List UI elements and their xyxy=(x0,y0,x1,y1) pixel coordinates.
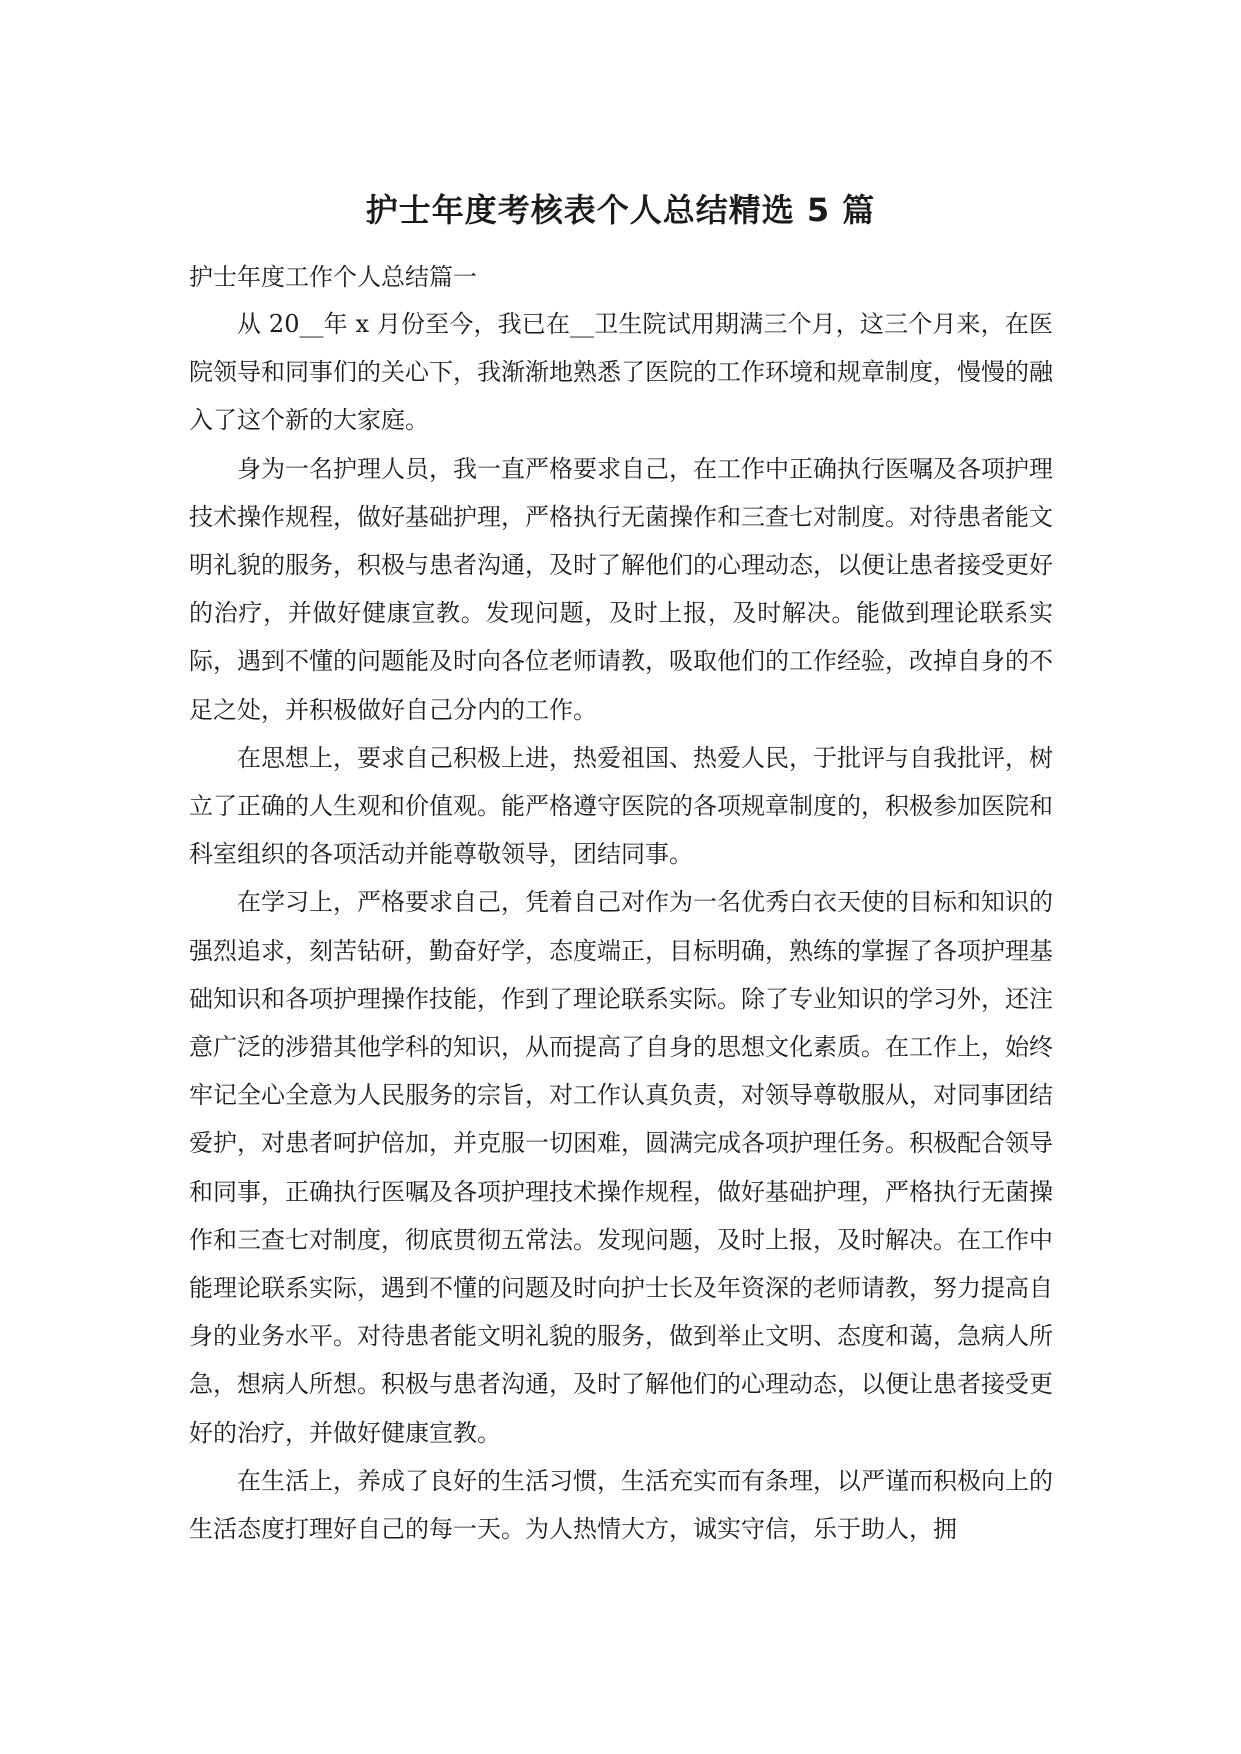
document-body xyxy=(189,254,1053,1553)
paragraph-4: 在学习上，严格要求自己，凭着自己对作为一名优秀白衣天使的目标和知识的强烈追求，刻苦钻研，勤奋好学，态度端正，目标明确，熟练的掌握了各项护理基础知识和各项护理操作技能，作到了理论联系实际。除了专业知识的学习外，还注意广泛的涉猎其他学科的知识，从而提高了自身的思想文化素质。在工作上，始终牢记全心全意为人民服务的宗旨，对工作认真负责，对领导尊敬服从，对同事团结爱护，对患者呵护倍加，并克服一切困难，圆满完成各项护理任务。积极配合领导和同事，正确执行医嘱及各项护理技术操作规程，做好基础护理，严格执行无菌操作和三查七对制度，彻底贯彻五常法。发现问题，及时上报，及时解决。在工作中能理论联系实际，遇到不懂的问题及时向护士长及年资深的老师请教，努力提高自身的业务水平。对待患者能文明礼貌的服务，做到举止文明、态度和蔼，急病人所急，想病人所想。积极与患者沟通，及时了解他们的心理动态，以便让患者接受更好的治疗，并做好健康宣教。 xyxy=(189,888,1053,1447)
paragraph-1: 从 20__年 x 月份至今，我已在__卫生院试用期满三个月，这三个月来，在医院领导和同事们的关心下，我渐渐地熟悉了医院的工作环境和规章制度，慢慢的融入了这个新的大家庭。 xyxy=(189,310,1053,435)
paragraph-2: 身为一名护理人员，我一直严格要求自己，在工作中正确执行医嘱及各项护理技术操作规程，做好基础护理，严格执行无菌操作和三查七对制度。对待患者能文明礼貌的服务，积极与患者沟通，及时了解他们的心理动态，以便让患者接受更好的治疗，并做好健康宣教。发现问题，及时上报，及时解决。能做到理论联系实际，遇到不懂的问题能及时向各位老师请教，吸取他们的工作经验，改掉自身的不足之处，并积极做好自己分内的工作。 xyxy=(189,454,1053,724)
document-title: 护士年度考核表个人总结精选 5 篇 xyxy=(365,191,876,229)
paragraph-5: 在生活上，养成了良好的生活习惯，生活充实而有条理，以严谨而积极向上的生活态度打理好自己的每一天。为人热情大方，诚实守信，乐于助人，拥 xyxy=(189,1466,1053,1544)
section-heading: 护士年度工作个人总结篇一 xyxy=(189,263,477,291)
paragraph-3: 在思想上，要求自己积极上进，热爱祖国、热爱人民，于批评与自我批评，树立了正确的人生观和价值观。能严格遵守医院的各项规章制度的，积极参加医院和科室组织的各项活动并能尊敬领导，团结同事。 xyxy=(189,743,1053,869)
